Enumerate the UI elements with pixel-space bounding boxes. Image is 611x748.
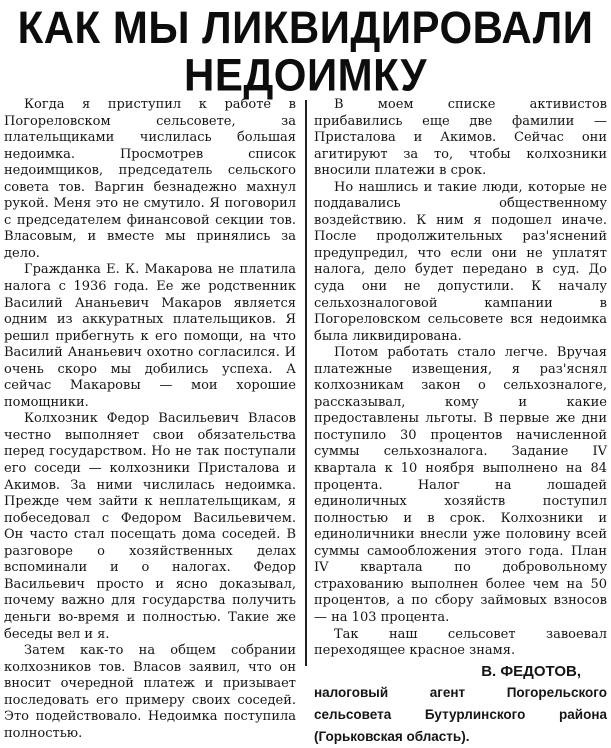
paragraph: Гражданка Е. К. Макарова не платила налога с 1936 года. Ее же родственник Василий Ананьевич Макаров является одним из аккуратных плательщиков. Я решил прибегнуть к его помощи, на что Василий Ананьевич охотно согласился. И очень скоро мы добились успеха. А сейчас Макаровы — мои хорошие помощники. [4,262,296,410]
left-column [4,97,296,742]
paragraph: Когда я приступил к работе в Погореловском сельсовете, за плательщиками числилась большая недоимка. Просмотрев список недоимщиков, председатель сельского совета тов. Варгин безнадежно махнул рукой. Меня это не смутило. Я поговорил с председателем финансовой секции тов. Власовым, и вместе мы принялись за дело. [4,97,296,261]
right-column [314,97,607,748]
paragraph: Но нашлись и такие люди, которые не поддавались общественному воздействию. К ним я подошел иначе. После продолжительных раз'яснений предупредил, что если они не уплатят налога, дело будет передано в суд. До суда они не допустили. К началу сельхозналоговой кампании в Погореловском сельсовете вся недоимка была ликвидирована. [314,179,607,344]
article-headline [0,1,611,101]
headline-line-2: НЕДОИМКУ [184,49,427,101]
author-name: В. ФЕДОТОВ, [481,662,581,680]
paragraph: Колхозник Федор Васильевич Власов честно выполняет свои обязательства перед государством. Но не так поступали его соседи — колхозники Присталова и Акимов. За ними числилась недоимка. Прежде чем зайти к неплательщикам, я побеседовал с Федором Васильевичем. Он часто стал посещать дома соседей. В разговоре о хозяйственных делах вспоминали и о налогах. Федор Васильевич просто и ясно доказывал, почему важно для государства получить деньги во-время и полностью. Такие же беседы вел и я. [4,411,296,642]
column-divider [305,100,307,666]
paragraph: В моем списке активистов прибавились еще две фамилии — Присталова и Акимов. Сейчас они агитируют за то, чтобы колхозники вносили платежи в срок. [314,97,607,179]
paragraph: Затем как-то на общем собрании колхозников тов. Власов заявил, что он вносит очередной платеж и призывает последовать его примеру своих соседей. Это подействовало. Недоимка поступила полностью. [4,643,296,741]
paragraph: Так наш сельсовет завоевал переходящее красное знамя. [314,626,607,659]
author-description: налоговый агент Погорельского сельсовета Бутурлинского района (Горьковская область). [314,684,607,744]
headline-line-1: КАК МЫ ЛИКВИДИРОВАЛИ [17,1,594,53]
paragraph: Потом работать стало легче. Вручая платежные извещения, я раз'яснял колхозникам закон о сельхозналоге, рассказывал, кому и какие предоставлены льготы. В первые же дни поступило 30 процентов начисленной суммы сельхозналога. Задание IV квартала к 10 ноября выполнено на 84 процента. Налог на лошадей единоличных хозяйств поступил полностью и в срок. Колхозники и единоличники внесли уже половину всей суммы самообложения этого года. План IV квартала по добровольному страхованию выполнен более чем на 50 процентов, а по сбору займовых взносов — на 103 процента. [314,345,607,625]
